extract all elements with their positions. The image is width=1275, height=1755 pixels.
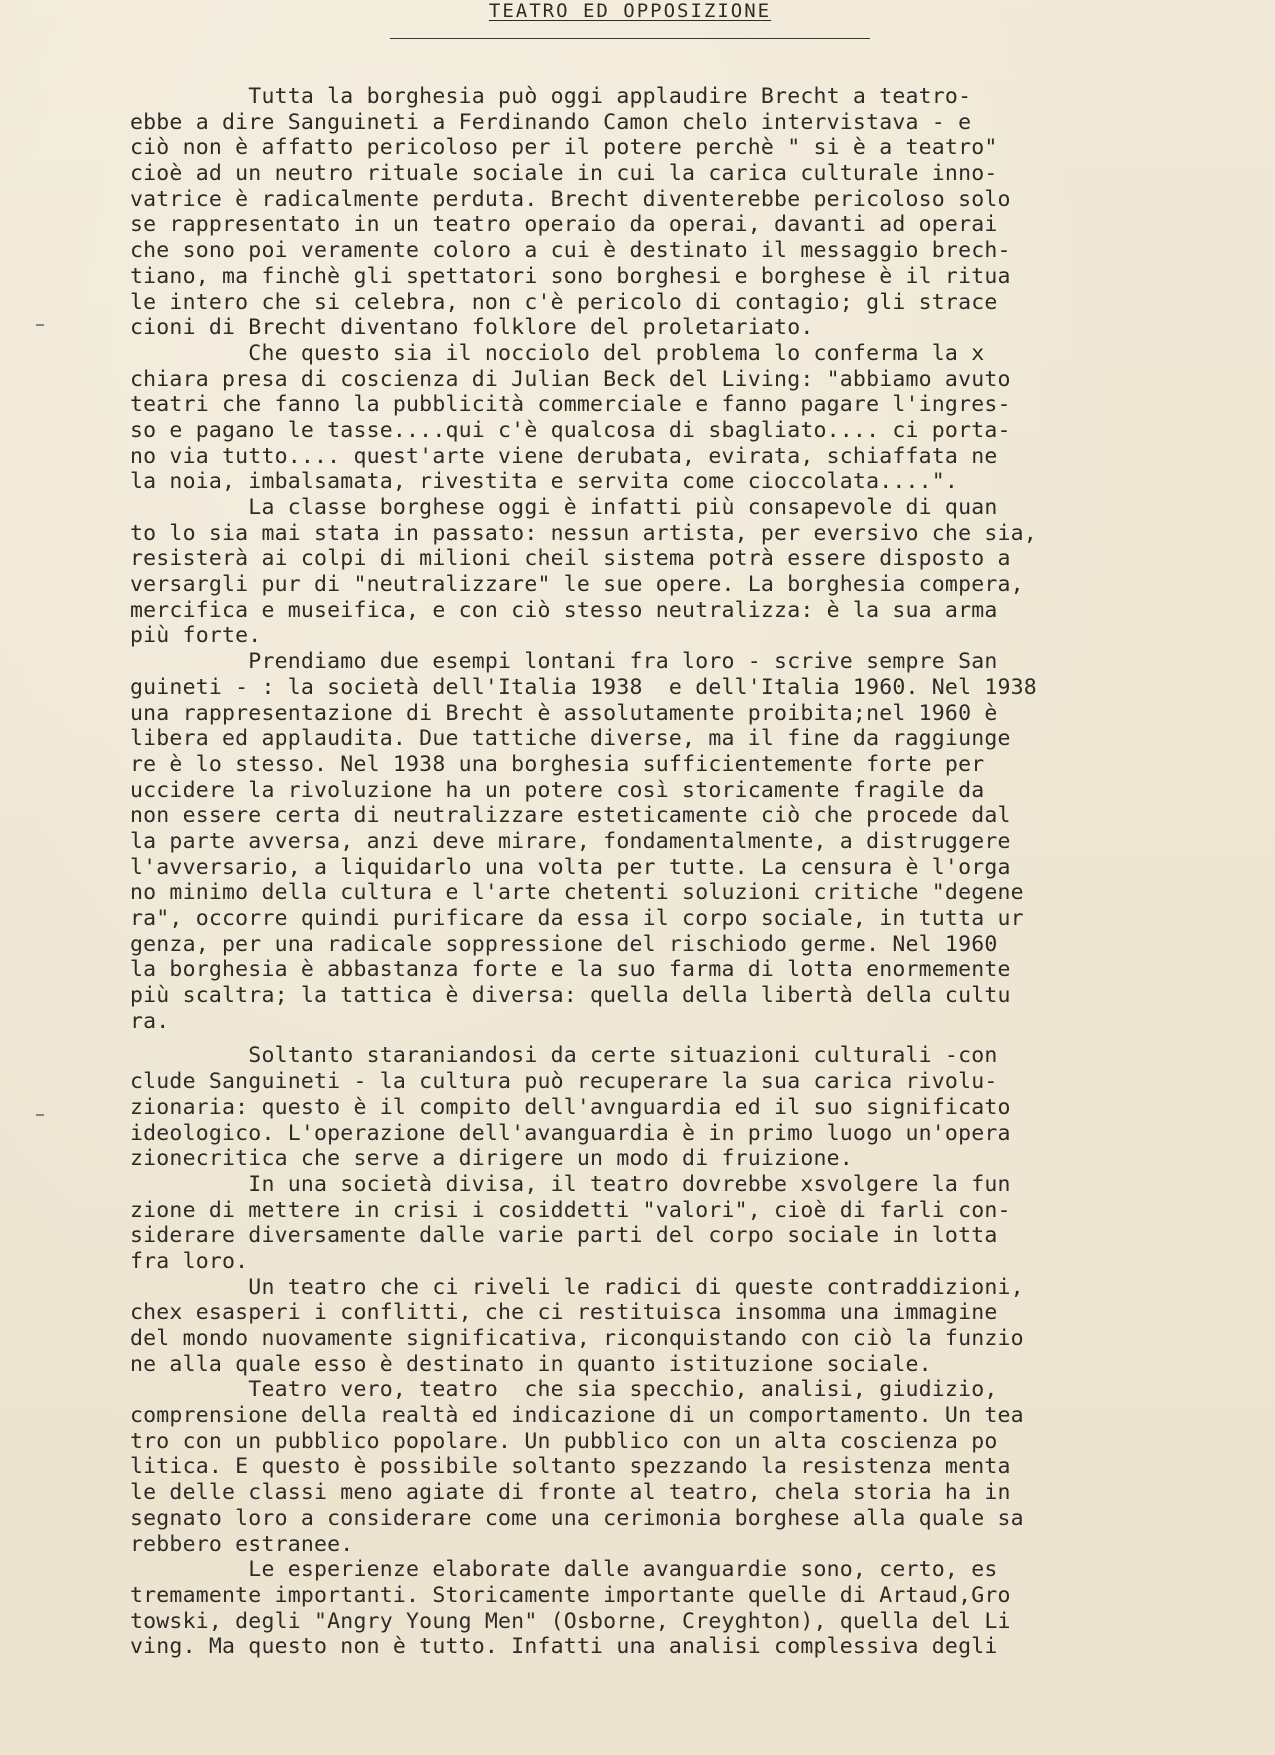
text-line: cioni di Brecht diventano folklore del proletariato. <box>130 315 814 341</box>
text-line: le delle classi meno agiate di fronte al teatro, chela storia ha in <box>130 1480 1011 1506</box>
text-line: la noia, imbalsamata, rivestita e servita come cioccolata....". <box>130 469 959 495</box>
text-line: tro con un pubblico popolare. Un pubblico con un alta coscienza po <box>130 1428 998 1454</box>
text-line: tiano, ma finchè gli spettatori sono borghesi e borghese è il ritua <box>130 263 1011 289</box>
text-line: re è lo stesso. Nel 1938 una borghesia sufficientemente forte per <box>130 751 985 777</box>
text-line: teatri che fanno la pubblicità commerciale e fanno pagare l'ingres- <box>130 392 1011 418</box>
text-line: uccidere la rivoluzione ha un potere così storicamente fragile da <box>130 777 985 803</box>
text-line: Prendiamo due esempi lontani fra loro - scrive sempre San <box>130 649 998 675</box>
text-line: la borghesia è abbastanza forte e la suo farma di lotta enormemente <box>130 957 1011 983</box>
text-line: In una società divisa, il teatro dovrebbe xsvolgere la fun <box>130 1171 1011 1197</box>
text-line: se rappresentato in un teatro operaio da operai, davanti ad operai <box>130 212 998 238</box>
text-line: libera ed applaudita. Due tattiche diverse, ma il fine da raggiunge <box>130 726 1011 752</box>
text-line: rebbero estranee. <box>130 1531 354 1557</box>
text-line: resisterà ai colpi di milioni cheil sistema potrà essere disposto a <box>130 546 1011 572</box>
text-line: towski, degli "Angry Young Men" (Osborne, Creyghton), quella del Li <box>130 1608 1011 1634</box>
text-line: Le esperienze elaborate dalle avanguardie sono, certo, es <box>130 1557 998 1583</box>
text-line: no minimo della cultura e l'arte chetenti soluzioni critiche "degene <box>130 880 1024 906</box>
text-line: to lo sia mai stata in passato: nessun artista, per eversivo che sia, <box>130 520 1037 546</box>
text-line: siderare diversamente dalle varie parti del corpo sociale in lotta <box>130 1223 998 1249</box>
text-line: ideologico. L'operazione dell'avanguardia è in primo luogo un'opera <box>130 1120 1011 1146</box>
text-line: la parte avversa, anzi deve mirare, fondamentalmente, a distruggere <box>130 828 1011 854</box>
text-line: La classe borghese oggi è infatti più consapevole di quan <box>130 495 998 520</box>
text-line: ne alla quale esso è destinato in quanto istituzione sociale. <box>130 1351 932 1377</box>
text-line: Teatro vero, teatro che sia specchio, analisi, giudizio, <box>130 1377 998 1403</box>
text-line: zionecritica che serve a dirigere un modo di fruizione. <box>130 1146 853 1172</box>
text-line: Tutta la borghesia può oggi applaudire Brecht a teatro- <box>130 84 972 109</box>
text-line: tremamente importanti. Storicamente importante quelle di Artaud,Gro <box>130 1582 1011 1608</box>
text-line: ciò non è affatto pericoloso per il potere perchè " si è a teatro" <box>130 135 998 161</box>
text-line: vatrice è radicalmente perduta. Brecht diventerebbe pericoloso solo <box>130 186 1011 212</box>
text-line: le intero che si celebra, non c'è pericolo di contagio; gli strace <box>130 289 998 315</box>
text-line: comprensione della realtà ed indicazione di un comportamento. Un tea <box>130 1403 1024 1429</box>
text-line: guineti - : la società dell'Italia 1938 e dell'Italia 1960. Nel 1938 <box>130 674 1037 700</box>
text-line: litica. E questo è possibile soltanto spezzando la resistenza menta <box>130 1454 1011 1480</box>
page-title: TEATRO ED OPPOSIZIONE <box>488 0 772 22</box>
margin-mark <box>36 1114 44 1116</box>
text-line: so e pagano le tasse....qui c'è qualcosa di sbagliato.... ci porta- <box>130 417 1011 443</box>
text-line: Che questo sia il nocciolo del problema lo conferma la x <box>130 340 985 366</box>
text-line: chex esasperi i conflitti, che ci restituisca insomma una immagine <box>130 1300 998 1326</box>
title-underline <box>390 38 870 39</box>
text-line: clude Sanguineti - la cultura può recuperare la sua carica rivolu- <box>130 1069 998 1095</box>
text-line: più forte. <box>130 623 262 649</box>
text-line: versargli pur di "neutralizzare" le sue opere. La borghesia compera, <box>130 572 1024 598</box>
text-line: non essere certa di neutralizzare esteticamente ciò che procede dal <box>130 803 1011 829</box>
text-line: che sono poi veramente coloro a cui è destinato il messaggio brech- <box>130 238 1011 264</box>
margin-mark <box>36 324 44 326</box>
typewritten-body <box>130 84 1210 1660</box>
text-line: cioè ad un neutro rituale sociale in cui la carica culturale inno- <box>130 161 998 187</box>
text-line: una rappresentazione di Brecht è assolutamente proibita;nel 1960 è <box>130 700 998 726</box>
text-line: zione di mettere in crisi i cosiddetti "valori", cioè di farli con- <box>130 1197 1011 1223</box>
text-line: ra", occorre quindi purificare da essa il corpo sociale, in tutta ur <box>130 906 1024 931</box>
text-line: ra. <box>130 1008 170 1034</box>
text-line: del mondo nuovamente significativa, riconquistando con ciò la funzio <box>130 1326 1024 1351</box>
text-line: l'avversario, a liquidarlo una volta per tutte. La censura è l'orga <box>130 854 1011 880</box>
text-line: segnato loro a considerare come una cerimonia borghese alla quale sa <box>130 1505 1024 1531</box>
text-line: genza, per una radicale soppressione del rischiodo germe. Nel 1960 <box>130 931 998 957</box>
text-line: ebbe a dire Sanguineti a Ferdinando Camon chelo intervistava - e <box>130 109 972 135</box>
text-line: Soltanto staraniandosi da certe situazioni culturali -con <box>130 1043 998 1069</box>
text-line: fra loro. <box>130 1248 249 1274</box>
text-line: mercifica e museifica, e con ciò stesso neutralizza: è la sua arma <box>130 597 998 623</box>
text-line: ving. Ma questo non è tutto. Infatti una analisi complessiva degli <box>130 1634 998 1660</box>
text-line: no via tutto.... quest'arte viene derubata, evirata, schiaffata ne <box>130 443 998 469</box>
text-line: Un teatro che ci riveli le radici di queste contraddizioni, <box>130 1274 1024 1300</box>
text-line: zionaria: questo è il compito dell'avnguardia ed il suo significato <box>130 1094 1011 1120</box>
text-line: chiara presa di coscienza di Julian Beck del Living: "abbiamo avuto <box>130 366 1011 392</box>
text-line <box>130 1034 1210 1043</box>
text-line: più scaltra; la tattica è diversa: quella della libertà della cultu <box>130 983 1011 1009</box>
